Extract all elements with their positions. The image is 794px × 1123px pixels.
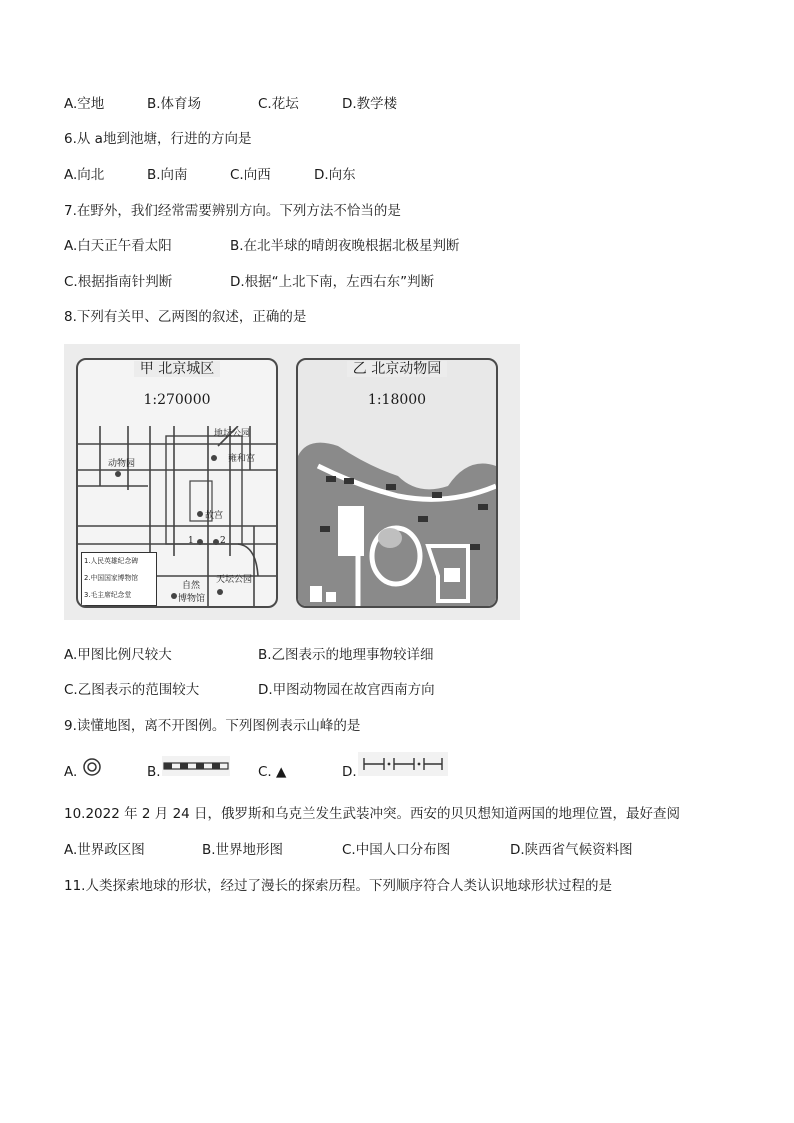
zoo-map-icon xyxy=(298,426,496,606)
concentric-circle-icon xyxy=(82,757,102,781)
label-num-2: 2 xyxy=(220,536,226,546)
q7-option-b[interactable]: B.在北半球的晴朗夜晚根据北极星判断 xyxy=(230,238,460,254)
q7-option-d[interactable]: D.根据“上北下南，左西右东”判断 xyxy=(230,274,435,290)
q10-option-b[interactable]: B.世界地形图 xyxy=(202,842,284,858)
legend-item-1: 1.人民英雄纪念碑 xyxy=(84,557,139,565)
map-yi-zoo-plan xyxy=(298,426,496,606)
q11-stem: 11.人类探索地球的形状，经过了漫长的探索历程。下列顺序符合人类认识地球形状过程的是 xyxy=(64,878,612,894)
q7-option-c[interactable]: C.根据指南针判断 xyxy=(64,274,173,290)
triangle-icon: ▲ xyxy=(276,764,287,780)
map-jia-scale: 1:270000 xyxy=(143,392,211,408)
q5-option-b[interactable]: B.体育场 xyxy=(147,96,202,112)
q5-option-c[interactable]: C.花坛 xyxy=(258,96,299,112)
label-ditan-park: 地坛公园 xyxy=(214,429,251,439)
map-yi-title: 乙 北京动物园 xyxy=(347,361,447,377)
q9-option-a[interactable]: A. xyxy=(64,764,78,780)
label-natural-museum-1: 自然 xyxy=(182,581,201,591)
label-num-1: 1 xyxy=(188,536,194,546)
legend-item-3: 3.毛主席纪念堂 xyxy=(84,591,132,599)
q10-option-c[interactable]: C.中国人口分布图 xyxy=(342,842,451,858)
q7-option-a[interactable]: A.白天正午看太阳 xyxy=(64,238,172,254)
map-yi-scale: 1:18000 xyxy=(367,392,427,408)
label-tiantan-park: 天坛公园 xyxy=(216,575,253,585)
q6-option-d[interactable]: D.向东 xyxy=(314,167,356,183)
q5-option-a[interactable]: A.空地 xyxy=(64,96,105,112)
q6-option-c[interactable]: C.向西 xyxy=(230,167,271,183)
q8-option-c[interactable]: C.乙图表示的范围较大 xyxy=(64,682,200,698)
q9-stem: 9.读懂地图，离不开图例。下列图例表示山峰的是 xyxy=(64,718,361,734)
q10-option-a[interactable]: A.世界政区图 xyxy=(64,842,145,858)
map-jia-panel xyxy=(76,358,278,608)
boundary-line-icon xyxy=(358,752,448,780)
q8-option-b[interactable]: B.乙图表示的地理事物较详细 xyxy=(258,647,434,663)
q10-option-d[interactable]: D.陕西省气候资料图 xyxy=(510,842,633,858)
q9-option-d[interactable]: D. xyxy=(342,764,357,780)
q6-option-b[interactable]: B.向南 xyxy=(147,167,188,183)
q5-option-d[interactable]: D.教学楼 xyxy=(342,96,398,112)
q6-option-a[interactable]: A.向北 xyxy=(64,167,105,183)
q8-stem: 8.下列有关甲、乙两图的叙述，正确的是 xyxy=(64,309,307,325)
q6-stem: 6.从 a地到池塘，行进的方向是 xyxy=(64,131,252,147)
q10-stem: 10.2022 年 2 月 24 日，俄罗斯和乌克兰发生武装冲突。西安的贝贝想知道两国的地理位置，最好查阅 xyxy=(64,806,681,822)
legend-item-2: 2.中国国家博物馆 xyxy=(84,574,139,582)
q9-option-b[interactable]: B. xyxy=(147,764,161,780)
map-jia-roads xyxy=(78,426,276,606)
map-yi-panel xyxy=(296,358,498,608)
q8-option-d[interactable]: D.甲图动物园在故宫西南方向 xyxy=(258,682,435,698)
label-yonghegong: 雍和宫 xyxy=(228,454,256,464)
railway-icon xyxy=(162,756,230,780)
label-natural-museum-2: 博物馆 xyxy=(178,594,206,604)
q7-stem: 7.在野外，我们经常需要辨别方向。下列方法不恰当的是 xyxy=(64,203,401,219)
q8-option-a[interactable]: A.甲图比例尺较大 xyxy=(64,647,172,663)
q9-option-c[interactable]: C. xyxy=(258,764,272,780)
label-forbidden-city: 故宫 xyxy=(205,511,224,521)
map-jia-legend xyxy=(81,552,157,606)
label-zoo: 动物园 xyxy=(108,459,136,469)
q8-map-figure xyxy=(64,344,520,620)
map-jia-title: 甲 北京城区 xyxy=(134,361,220,377)
